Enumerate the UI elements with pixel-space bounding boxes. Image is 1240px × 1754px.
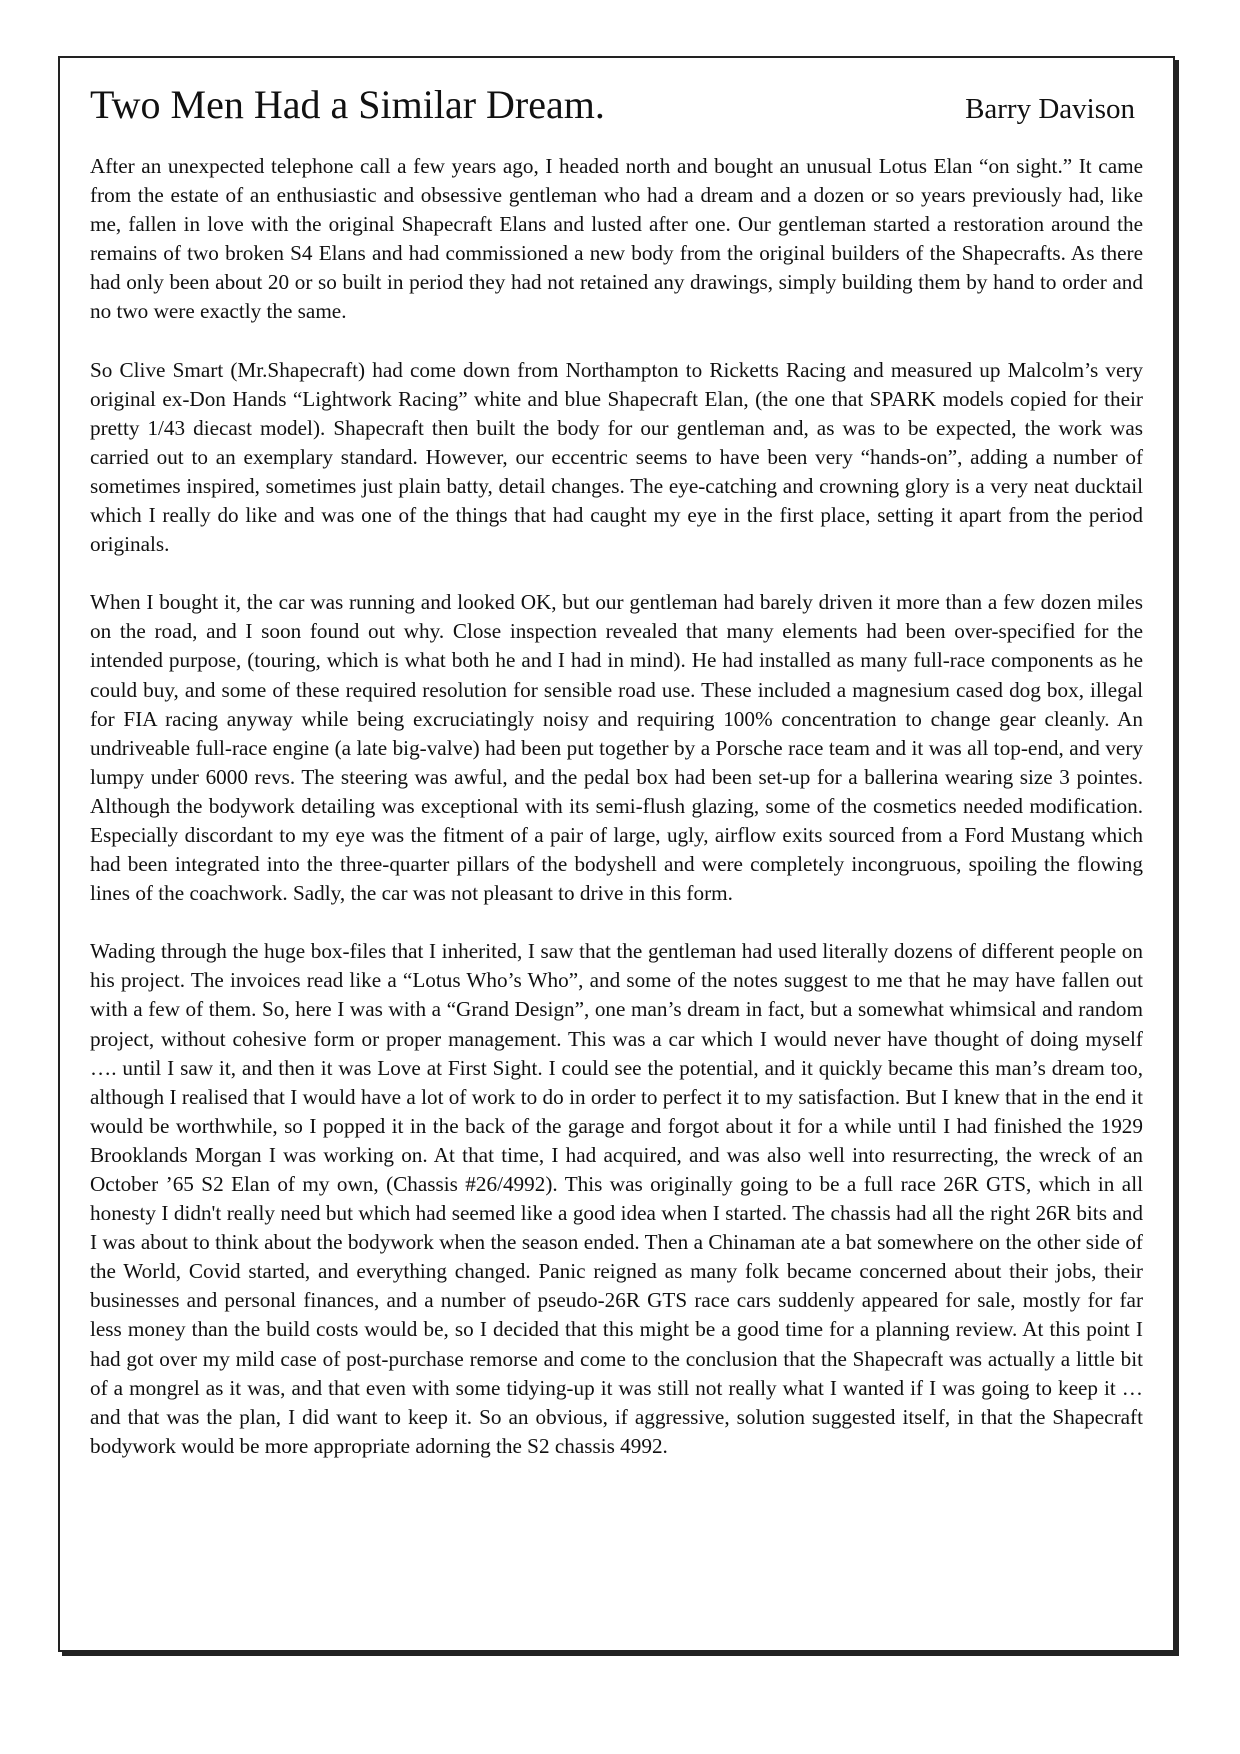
paragraph-4: Wading through the huge box-files that I inherited, I saw that the gentleman had used literally dozens of different people on his project. The invoices read like a “Lotus Who’s Who”, and some of the notes suggest to me that he may have fallen out with a few of them. So, here I was with a “Grand Design”, one man’s dream in fact, but a somewhat whimsical and random project, without cohesive form or proper management. This was a car which I would never have thought of doing myself …. until I saw it, and then it was Love at First Sight. I could see the potential, and it quickly became this man’s dream too, although I realised that I would have a lot of work to do in order to perfect it to my satisfaction. But I knew that in the end it would be worthwhile, so I popped it in the back of the garage and forgot about it for a while until I had finished the 1929 Brooklands Morgan I was working on. At that time, I had acquired, and was also well into resurrecting, the wreck of an October ’65 S2 Elan of my own, (Chassis #26/4992). This was originally going to be a full race 26R GTS, which in all honesty I didn't really need but which had seemed like a good idea when I started. The chassis had all the right 26R bits and I was about to think about the bodywork when the season ended. Then a Chinaman ate a bat somewhere on the other side of the World, Covid started, and everything changed. Panic reigned as many folk became concerned about their jobs, their businesses and personal finances, and a number of pseudo-26R GTS race cars suddenly appeared for sale, mostly for far less money than the build costs would be, so I decided that this might be a good time for a planning review. At this point I had got over my mild case of post-purchase remorse and come to the conclusion that the Shapecraft was actually a little bit of a mongrel as it was, and that even with some tidying-up it was still not really what I wanted if I was going to keep it … and that was the plan, I did want to keep it. So an obvious, if aggressive, solution suggested itself, in that the Shapecraft bodywork would be more appropriate adorning the S2 chassis 4992. <box>90 939 1143 1458</box>
article <box>90 82 1143 1461</box>
paragraph-2: So Clive Smart (Mr.Shapecraft) had come down from Northampton to Ricketts Racing and measured up Malcolm’s very original ex-Don Hands “Lightwork Racing” white and blue Shapecraft Elan, (the one that SPARK models copied for their pretty 1/43 diecast model). Shapecraft then built the body for our gentleman and, as was to be expected, the work was carried out to an exemplary standard. However, our eccentric seems to have been very “hands-on”, adding a number of sometimes inspired, sometimes just plain batty, detail changes. The eye-catching and crowning glory is a very neat ducktail which I really do like and was one of the things that had caught my eye in the first place, setting it apart from the period originals. <box>90 357 1143 557</box>
page-border <box>58 56 1175 1652</box>
paragraph-3: When I bought it, the car was running and looked OK, but our gentleman had barely driven it more than a few dozen miles on the road, and I soon found out why. Close inspection revealed that many elements had been over-specified for the intended purpose, (touring, which is what both he and I had in mind). He had installed as many full-race components as he could buy, and some of these required resolution for sensible road use. These included a magnesium cased dog box, illegal for FIA racing anyway while being excruciatingly noisy and requiring 100% concentration to change gear cleanly. An undriveable full-race engine (a late big-valve) had been put together by a Porsche race team and it was all top-end, and very lumpy under 6000 revs. The steering was awful, and the pedal box had been set-up for a ballerina wearing size 3 pointes. Although the bodywork detailing was exceptional with its semi-flush glazing, some of the cosmetics needed modification. Especially discordant to my eye was the fitment of a pair of large, ugly, airflow exits sourced from a Ford Mustang which had been integrated into the three-quarter pillars of the bodyshell and were completely incongruous, spoiling the flowing lines of the coachwork. Sadly, the car was not pleasant to drive in this form. <box>90 590 1143 906</box>
article-author: Barry Davison <box>965 93 1135 125</box>
article-title: Two Men Had a Similar Dream. <box>90 82 605 127</box>
paragraph-1: After an unexpected telephone call a few years ago, I headed north and bought an unusual Lotus Elan “on sight.” It came from the estate of an enthusiastic and obsessive gentleman who had a dream and a dozen or so years previously had, like me, fallen in love with the original Shapecraft Elans and lusted after one. Our gentleman started a restoration around the remains of two broken S4 Elans and had commissioned a new body from the original builders of the Shapecrafts. As there had only been about 20 or so built in period they had not retained any drawings, simply building them by hand to order and no two were exactly the same. <box>90 154 1143 324</box>
article-header <box>90 82 1143 128</box>
